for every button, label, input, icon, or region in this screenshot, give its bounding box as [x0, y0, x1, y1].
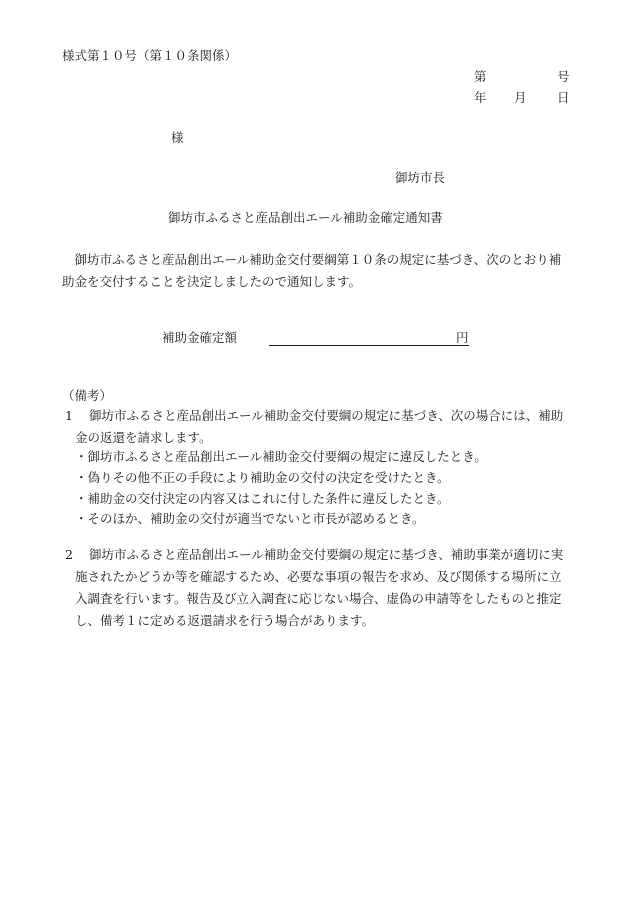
- note-1-number: 1: [65, 408, 73, 423]
- document-title: 御坊市ふるさと産品創出エール補助金確定通知書: [168, 210, 443, 225]
- note-1-bullet: ・補助金の交付決定の内容又はこれに付した条件に違反したとき。: [75, 491, 450, 506]
- document-number-label: 第: [474, 69, 487, 84]
- remarks-heading: （備考）: [62, 388, 113, 403]
- date-day-label: 日: [557, 90, 570, 105]
- note-1-bullet: ・そのほか、補助金の交付が適当でないと市長が認めるとき。: [75, 511, 425, 526]
- note-2-text: 御坊市ふるさと産品創出エール補助金交付要綱の規定に基づき、補助事業が適切に実施されたかどうか等を確認するため、必要な事項の報告を求め、及び関係する場所に立入調査を行います。報告及び立入調査に応じない場合、虚偽の申請等をしたものと推定し、備考１に定める返還請求を行う場合があります。: [75, 547, 564, 628]
- note-2-number: 2: [65, 547, 73, 562]
- date-month-label: 月: [514, 90, 527, 105]
- date-year-label: 年: [474, 90, 487, 105]
- recipient-honorific: 様: [171, 130, 184, 145]
- issuer-name: 御坊市長: [395, 170, 446, 185]
- note-1-bullet: ・偽りその他不正の手段により補助金の交付の決定を受けたとき。: [75, 470, 450, 485]
- amount-unit: 円: [456, 330, 469, 345]
- form-number: 様式第１０号（第１０条関係）: [62, 48, 238, 63]
- amount-label: 補助金確定額: [162, 330, 238, 345]
- document-number-suffix: 号: [557, 69, 570, 84]
- note-1-text: 御坊市ふるさと産品創出エール補助金交付要綱の規定に基づき、次の場合には、補助金の返還を請求します。: [75, 408, 564, 445]
- body-paragraph: 御坊市ふるさと産品創出エール補助金交付要綱第１０条の規定に基づき、次のとおり補助金を交付することを決定しましたので通知します。: [62, 252, 562, 289]
- note-1-bullet: ・御坊市ふるさと産品創出エール補助金交付要綱の規定に違反したとき。: [75, 449, 487, 464]
- amount-fill-line: [269, 345, 469, 346]
